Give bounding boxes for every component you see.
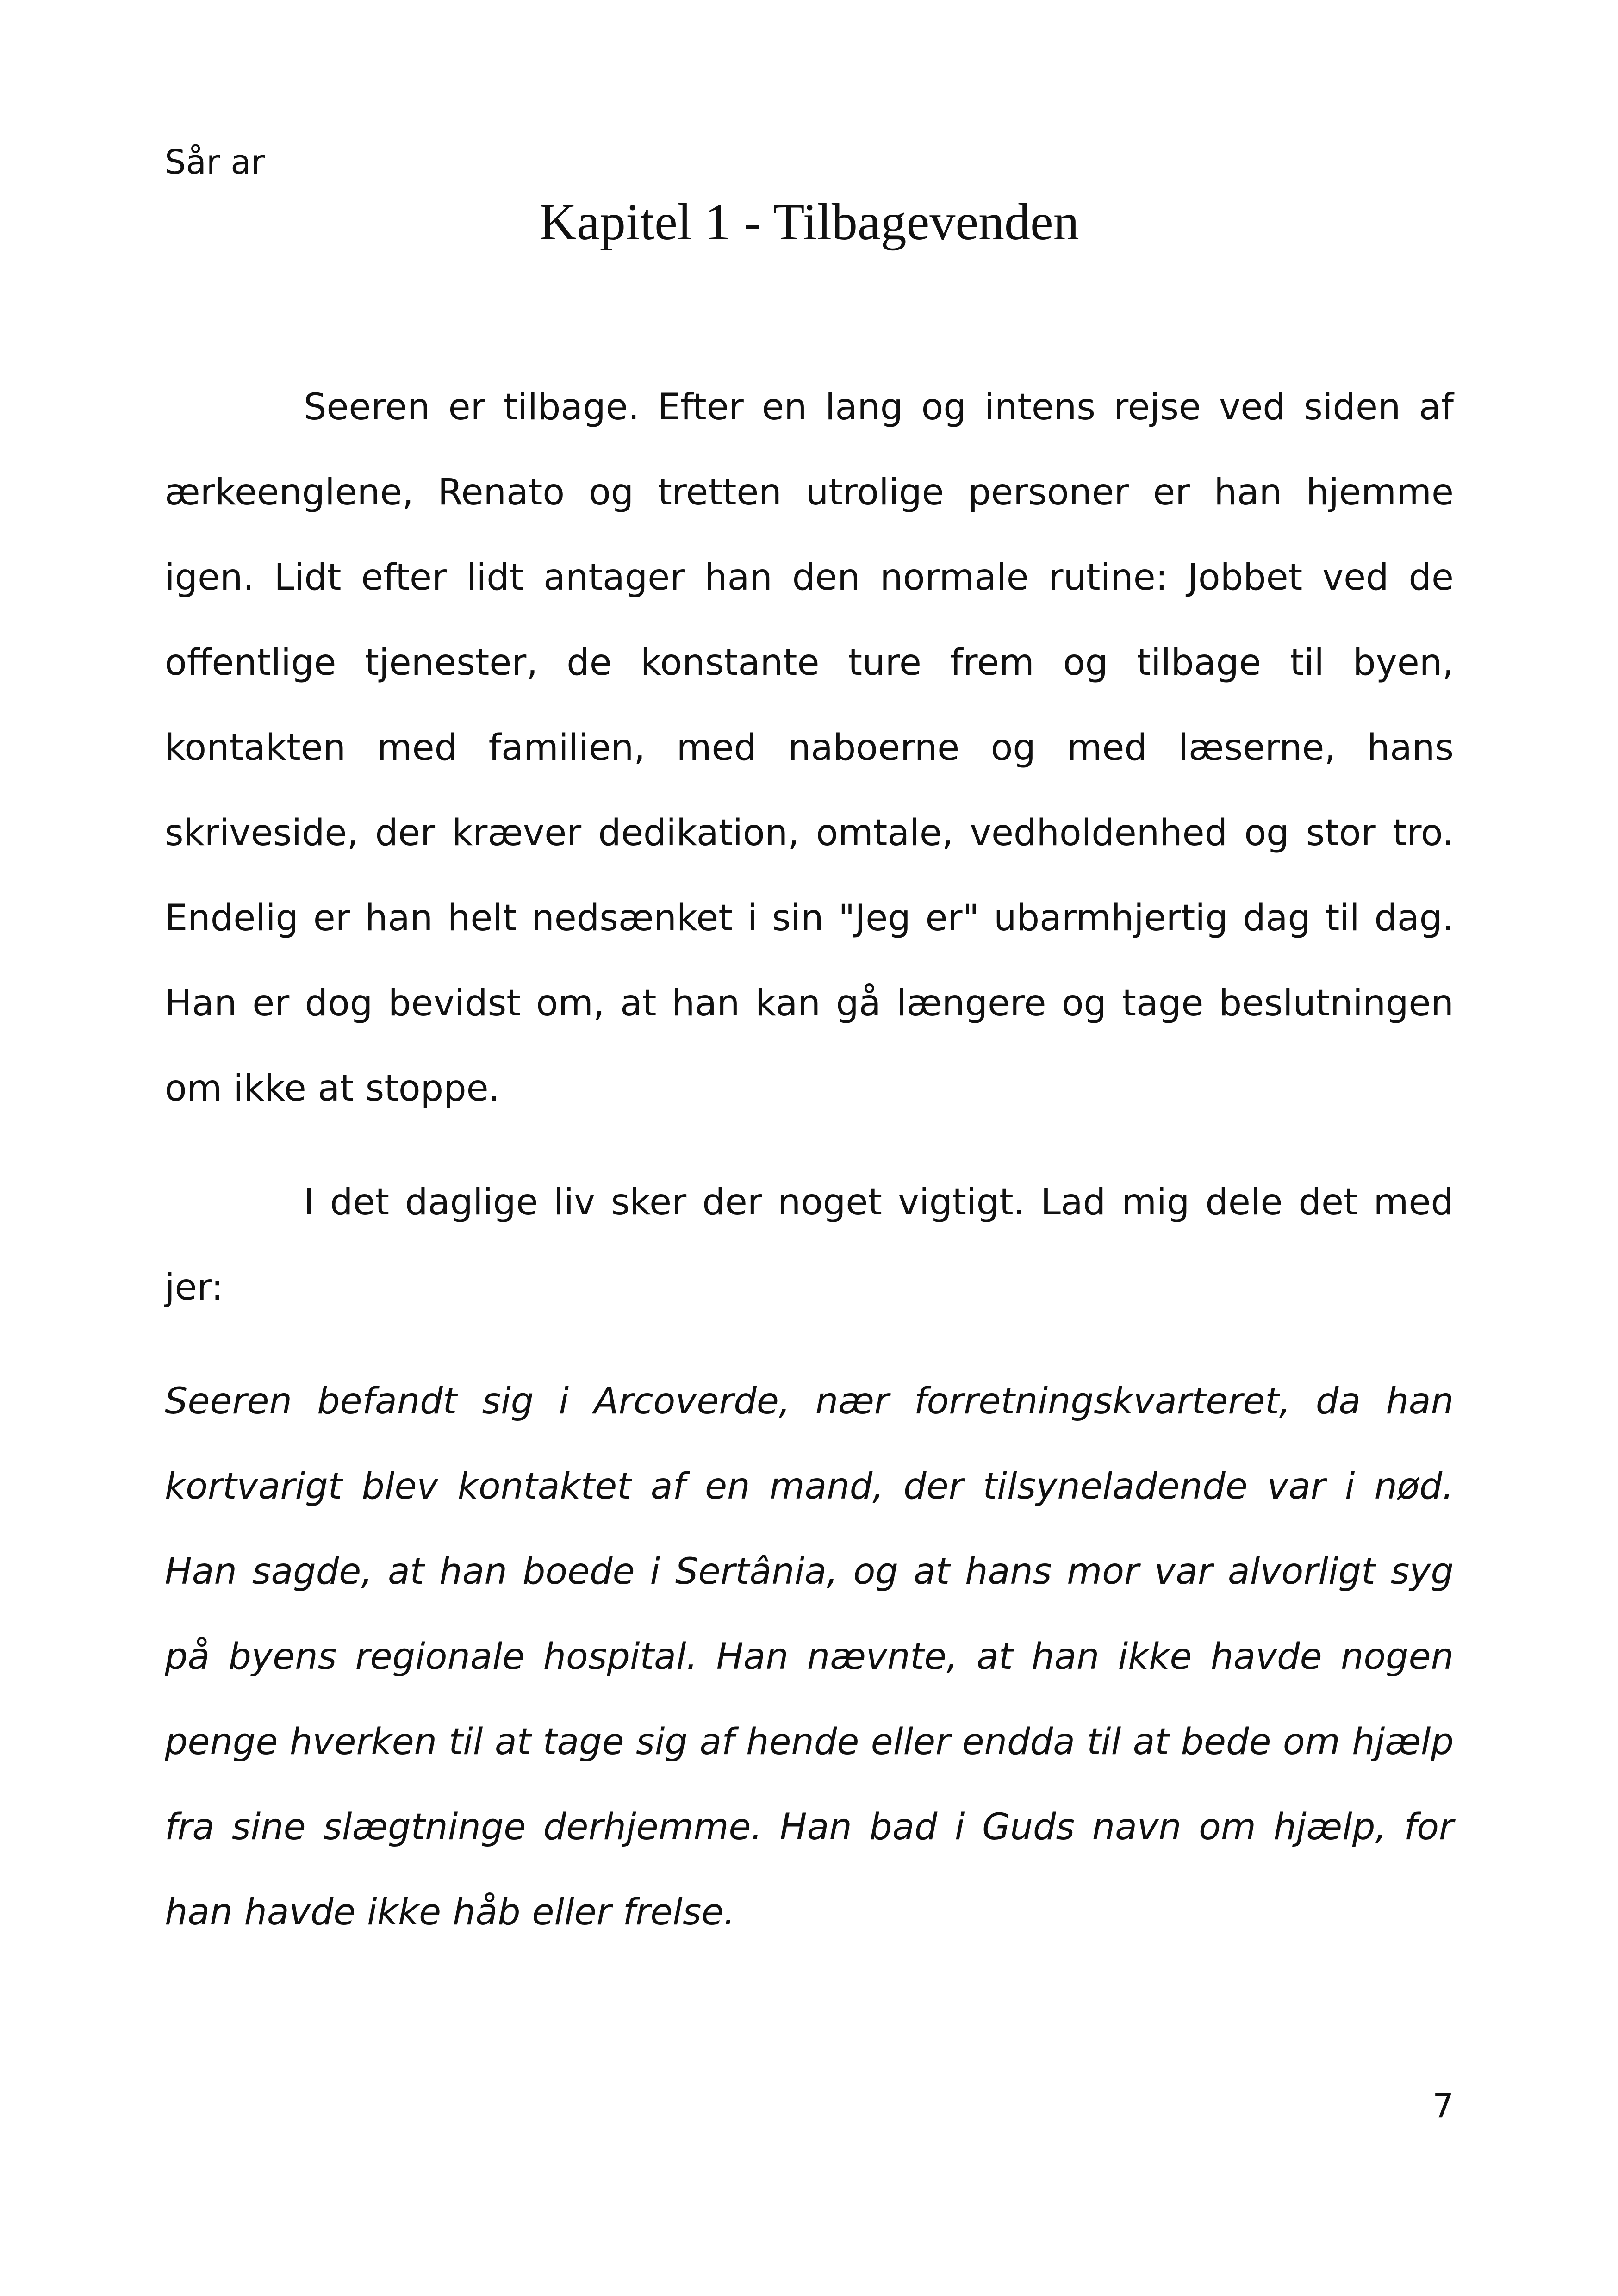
running-header: Sår ar: [165, 143, 265, 181]
page-number: 7: [1432, 2086, 1454, 2125]
chapter-title: Kapitel 1 - Tilbagevenden: [539, 193, 1079, 251]
paragraph: Seeren er tilbage. Efter en lang og intens rejse ved siden af ærkeenglene, Renato og tretten utrolige personer er han hjemme igen. Lidt efter lidt antager han den normale rutine: Jobbet ved de offentlige tjenester, de konstante ture frem og tilbage til byen, kontakten med familien, med naboerne og med læserne, hans skriveside, der kræver dedikation, omtale, vedholdenhed og stor tro. Endelig er han helt nedsænket i sin "Jeg er" ubarmhjertig dag til dag. Han er dog bevidst om, at han kan gå længere og tage beslutningen om ikke at stoppe.: [165, 386, 1454, 1109]
body-text: [165, 365, 1454, 1955]
italic-paragraph: Seeren befandt sig i Arcoverde, nær forretningskvarteret, da han kortvarigt blev kontaktet af en mand, der tilsyneladende var i nød. Han sagde, at han boede i Sertânia, og at hans mor var alvorligt syg på byens regionale hospital. Han nævnte, at han ikke havde nogen penge hverken til at tage sig af hende eller endda til at bede om hjælp fra sine slægtninge derhjemme. Han bad i Guds navn om hjælp, for han havde ikke håb eller frelse.: [165, 1381, 1454, 1933]
paragraph: I det daglige liv sker der noget vigtigt. Lad mig dele det med jer:: [165, 1182, 1454, 1308]
